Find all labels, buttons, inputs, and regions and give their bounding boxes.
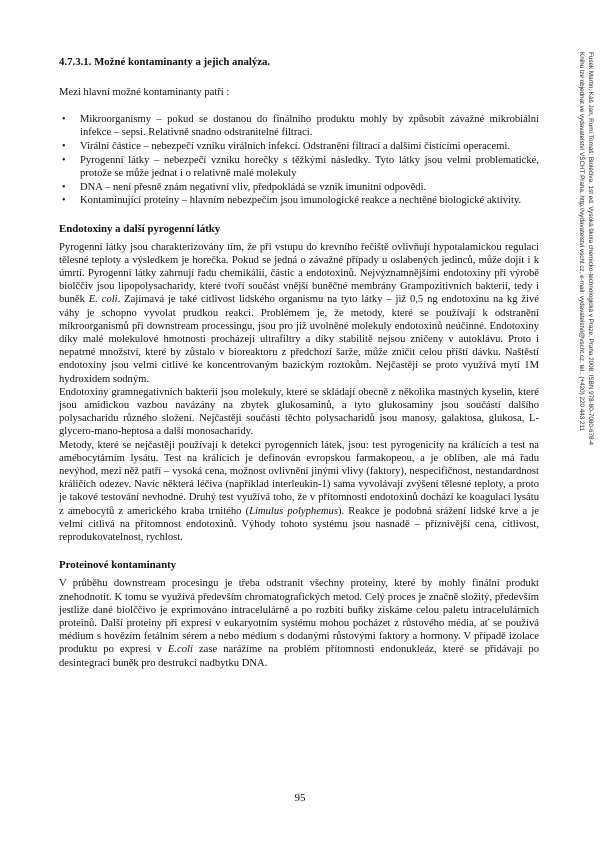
endotoxins-heading: Endotoxiny a další pyrogenní látky <box>59 222 221 235</box>
list-item: • Kontaminující proteiny – hlavním nebezpečím jsou imunologické reakce a nechtěné biologické aktivity. <box>62 195 522 207</box>
page-number: 95 <box>294 792 306 804</box>
intro-text: Mezi hlavní možné kontaminanty patří : <box>59 87 230 98</box>
bullet-icon: • <box>62 181 66 193</box>
endotoxins-paragraph-3: Metody, které se nejčastěji používají k detekci pyrogenních látek, jsou: test pyrogenicity na králících a test na amébocytárním lysátu. Test na králících je definován evropskou farmakopeou, a je oblíben, ale má řadu nevýhod, mezi něž patří – vysoká cena, možnost ovlivnění jinými vlivy (faktory), nespecifičnost, nestandardnost králičích odezev. Navíc některá léčiva (například interleukin-1) sama vyvolávají zvýšení tělesné teploty, a proto je takové testování nevhodné. Druhý test využívá toho, že v přítomnosti endotoxinů dochází ke koagulaci lysátu z amebocytů z amerického kraba trnitého (Limulus polyphemus). Reakce je podobná srážení lidské krve a je velmi citlivá na přítomnost endotoxinů. Výhody tohoto systému jsou nasnadě – příznivější cena, citlivost, reprodukovatelnost, rychlost. <box>59 439 539 544</box>
citation-line-2: Knihu lze objednat ve vydavatelství VŠCHT Praha, http://vydavatelstvi.vscht.cz, e-mail: vydavatelstvi@vscht.cz, tel.: (+420) 220 443 211 <box>578 52 585 432</box>
citation-line-1: Fusek Martin, Káš Jan, Rumí Tomáš: Bioléčiva. 1st ed. Vysoká škola chemicko-technologická v Praze, Praha 2008. ISBN 978-80-7080-678-4 <box>587 52 594 446</box>
endotoxins-paragraph-1: Pyrogenní látky jsou charakterizovány tím, že při vstupu do krevního řečiště ovlivňují hypotalamickou regulaci tělesné teploty a výsledkem je horečka. Pokud se jedná o závažné případy u oslabených jedinců, může dojít i k úmrtí. Pyrogenní látky zahrnují řadu chemikálií, částic a endotoxinů. Nejvýznamnějšími endotoxiny při výrobě biolččiv jsou lipopolysacharidy, které tvoří součást vnější buněčné membrány Grampozitivních bakterií, tedy i buněk E. coli. Zajímavá je také citlivost lidského organismu na tyto látky – již 0,5 ng endotoxinu na kg živé váhy je schopno vyvolat prudkou reakci. Problémem je, že metody, které se používají k odstranění mikroorganismů při downstream processingu, jsou pro již uvolněné molekuly endotoxinů neúčinné. Endotoxiny díky malé molekulové hmotnosti procházejí ultrafiltry a díky stabilitě nejsou zničeny v autoklávu. Proto i nepatrné množství, které by zůstalo v bioreaktoru z předchozí šarže, může zničit celou příští dávku. Naštěstí endotoxiny jsou velmi citlivé ke koncentrovaným bazickým roztokům. Nejčastěji se proto využívá mytí 1M hydroxidem sodným. <box>59 241 539 385</box>
section-title: 4.7.3.1. Možné kontaminanty a jejich analýza. <box>59 56 271 68</box>
list-item: • Pyrogenní látky – nebezpečí vzniku horečky s těžkými následky. Tyto látky jsou velmi problematické, protože se může jednat i o relativně malé molekuly <box>62 154 539 180</box>
side-citation <box>555 52 595 612</box>
list-item: • Mikroorganismy – pokud se dostanou do finálního produktu mohly by způsobit závažné mikrobiální infekce – sepsi. Relativně snadno odstranitelné filtrací. <box>62 114 539 139</box>
list-item: • Virální částice – nebezpečí vzniku virálních infekcí. Odstranění filtrací a dalšími čistícími operacemi. <box>62 141 511 153</box>
endotoxins-paragraph-2: Endotoxiny gramnegativních bakterií jsou molekuly, které se skládají obecně z několika mastných kyselin, které jsou amidickou vazbou navázány na zbytek glukosaminů, a tyto glukosaminy jsou součástí dalšího polysacharidu různého složení. Nejčastěji součástí těchto polysacharidů jsou manosy, galaktosa, glukosa, L-glycero-mano-heptosa a další monosacharidy. <box>59 386 539 438</box>
list-item: • DNA – není přesně znám negativní vliv, předpokládá se vznik imunitní odpovědi. <box>62 181 427 193</box>
contaminant-list <box>59 113 539 207</box>
proteins-heading: Proteinové kontaminanty <box>59 559 177 572</box>
proteins-paragraph: V průběhu downstream procesingu je třeba odstranit všechny proteiny, které by mohly finální produkt znehodnotit. K tomu se využívá především chromatografických metod. Celý proces je značně složitý, především jestliže dané biolččivo je exprimováno intracelulárně a po rozbití buňky získáme celou paletu intracelulárních proteinů. Další proteiny při expresi v eukaryotním systému mohou pocházet z růstového média, ať se používá médium s hovězím fetálním sérem a nebo médium s dodanými růstovými faktory a hormony. V případě izolace produktu po expresi v E.coli zase narážíme na problém přítomnosti endonukleáz, které se přidávají po desintegraci buněk pro destrukci nadbytku DNA. <box>59 578 539 669</box>
bullet-icon: • <box>62 141 66 153</box>
page-content <box>59 55 539 670</box>
bullet-icon: • <box>62 195 66 207</box>
bullet-icon: • <box>62 154 66 166</box>
bullet-icon: • <box>62 114 66 126</box>
